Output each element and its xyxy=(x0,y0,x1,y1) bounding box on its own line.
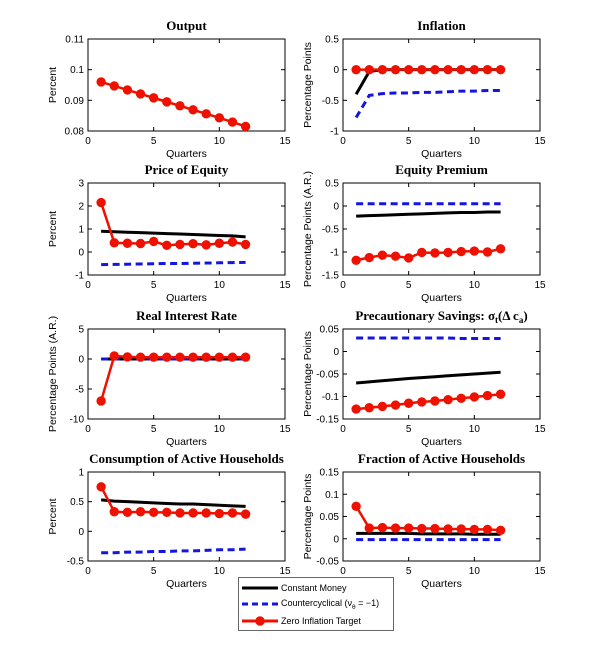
subplot-price-of-equity xyxy=(47,162,291,304)
y-tick-label: 0.15 xyxy=(319,467,339,479)
data-point-marker xyxy=(457,525,465,533)
data-point-marker xyxy=(163,98,171,106)
data-point-marker xyxy=(189,353,197,361)
data-point-marker xyxy=(418,248,426,256)
chart-title-equity-premium: Equity Premium xyxy=(395,162,488,177)
data-point-marker xyxy=(391,524,399,532)
data-point-marker xyxy=(215,239,223,247)
x-tick-label: 15 xyxy=(279,566,291,577)
data-point-marker xyxy=(110,508,118,516)
y-tick-label: 0 xyxy=(333,534,339,546)
x-tick-label: 15 xyxy=(279,280,291,291)
countercyclical-line-sample xyxy=(239,598,281,610)
data-point-marker xyxy=(483,65,491,73)
data-point-marker xyxy=(202,353,210,361)
data-point-marker xyxy=(123,353,131,361)
data-point-marker xyxy=(149,353,157,361)
chart-title-real-interest-rate: Real Interest Rate xyxy=(136,308,237,323)
data-point-marker xyxy=(123,239,131,247)
data-point-marker xyxy=(365,65,373,73)
x-tick-label: 0 xyxy=(85,424,91,435)
x-tick-label: 15 xyxy=(534,566,546,577)
axes-box xyxy=(343,39,540,131)
x-axis-label: Quarters xyxy=(166,578,207,590)
x-tick-label: 5 xyxy=(150,566,157,577)
y-tick-label: 0 xyxy=(78,526,84,538)
x-tick-label: 0 xyxy=(340,566,346,577)
y-axis-label: Percent xyxy=(47,498,59,535)
x-tick-label: 5 xyxy=(150,136,157,147)
data-point-marker xyxy=(215,509,223,517)
data-point-marker xyxy=(496,526,504,534)
data-point-marker xyxy=(457,247,465,255)
data-point-marker xyxy=(365,404,373,412)
data-point-marker xyxy=(97,198,105,206)
data-point-marker xyxy=(496,65,504,73)
y-axis-label: Percentage Points xyxy=(302,473,314,560)
data-point-marker xyxy=(176,102,184,110)
y-tick-label: 1 xyxy=(78,467,84,479)
y-tick-label: 3 xyxy=(78,178,84,190)
data-point-marker xyxy=(391,65,399,73)
x-tick-label: 15 xyxy=(534,424,546,435)
data-point-marker xyxy=(176,509,184,517)
data-point-marker xyxy=(404,399,412,407)
data-point-marker xyxy=(149,237,157,245)
x-axis-label: Quarters xyxy=(421,578,462,590)
y-tick-label: 0.05 xyxy=(319,512,339,523)
y-tick-label: 1 xyxy=(78,224,84,236)
y-axis-label: Percent xyxy=(47,210,59,248)
chart-title-price-of-equity: Price of Equity xyxy=(144,162,229,177)
legend-label-zero-inflation-target: Zero Inflation Target xyxy=(281,615,361,626)
x-tick-label: 10 xyxy=(213,566,225,577)
data-point-marker xyxy=(352,65,360,73)
y-tick-label: 0 xyxy=(333,201,339,213)
data-point-marker xyxy=(202,241,210,249)
x-tick-label: 15 xyxy=(534,136,546,147)
y-tick-label: -1 xyxy=(330,126,339,138)
data-point-marker xyxy=(228,118,236,126)
y-tick-label: 0.11 xyxy=(65,34,84,46)
data-point-marker xyxy=(378,523,386,531)
data-point-marker xyxy=(404,254,412,262)
axes-box xyxy=(343,472,540,561)
data-point-marker xyxy=(391,401,399,409)
x-axis-label: Quarters xyxy=(166,148,207,160)
x-tick-label: 10 xyxy=(468,280,480,291)
data-point-marker xyxy=(189,240,197,248)
data-point-marker xyxy=(202,110,210,118)
data-point-marker xyxy=(365,524,373,532)
y-tick-label: -5 xyxy=(75,384,84,396)
y-tick-label: -1.5 xyxy=(321,270,339,282)
x-axis-label: Quarters xyxy=(421,436,462,448)
constant-money-line-sample xyxy=(239,582,281,594)
x-tick-label: 10 xyxy=(213,136,225,147)
x-axis-label: Quarters xyxy=(421,292,462,304)
data-point-marker xyxy=(431,524,439,532)
subplot-precautionary-savings xyxy=(302,308,546,448)
x-tick-label: 0 xyxy=(340,136,346,147)
data-point-marker xyxy=(241,122,249,130)
y-tick-label: 0.09 xyxy=(64,95,84,107)
data-point-marker xyxy=(136,90,144,98)
data-point-marker xyxy=(241,510,249,518)
chart-title-inflation: Inflation xyxy=(417,18,466,33)
x-tick-label: 10 xyxy=(468,566,480,577)
axes-box xyxy=(88,183,285,275)
y-tick-label: -0.05 xyxy=(316,556,339,568)
x-axis-label: Quarters xyxy=(421,148,462,160)
axes-box xyxy=(88,472,285,561)
data-point-marker xyxy=(431,65,439,73)
x-tick-label: 15 xyxy=(279,424,291,435)
legend-label-countercyclical: Countercyclical $(\nu_\theta = -1)$ xyxy=(281,597,380,611)
x-tick-label: 5 xyxy=(405,136,412,147)
y-axis-label: Percentage Points xyxy=(302,42,314,128)
data-point-marker xyxy=(352,256,360,264)
y-tick-label: -0.15 xyxy=(316,414,339,426)
y-tick-label: 0.05 xyxy=(319,324,339,336)
x-tick-label: 10 xyxy=(468,136,480,147)
y-tick-label: 0 xyxy=(333,347,339,358)
chart-title-precautionary-savings: Precautionary Savings: $\sigma_t(\Delta$ $c_a$) xyxy=(355,308,528,325)
data-point-marker xyxy=(110,352,118,360)
data-point-marker xyxy=(228,509,236,517)
y-tick-label: 2 xyxy=(78,201,84,213)
data-point-marker xyxy=(189,509,197,517)
x-tick-label: 0 xyxy=(85,280,91,291)
data-point-marker xyxy=(149,94,157,102)
data-point-marker xyxy=(136,508,144,516)
y-tick-label: 0.1 xyxy=(70,65,84,77)
y-axis-label: Percentage Points (A.R.) xyxy=(47,315,59,433)
y-tick-label: 0.5 xyxy=(325,178,339,190)
y-tick-label: -0.5 xyxy=(66,556,84,568)
x-tick-label: 5 xyxy=(405,424,412,435)
legend xyxy=(238,577,394,631)
data-point-marker xyxy=(352,405,360,413)
x-tick-label: 0 xyxy=(340,280,346,291)
legend-item-countercyclical xyxy=(239,596,393,612)
data-point-marker xyxy=(483,525,491,533)
chart-title-output: Output xyxy=(166,18,207,33)
data-point-marker xyxy=(431,397,439,405)
x-tick-label: 5 xyxy=(150,424,157,435)
y-tick-label: -0.5 xyxy=(321,224,339,236)
x-axis-label: Quarters xyxy=(166,436,207,448)
data-point-marker xyxy=(470,65,478,73)
subplot-output xyxy=(47,18,291,160)
data-point-marker xyxy=(470,393,478,401)
data-point-marker xyxy=(378,402,386,410)
data-point-marker xyxy=(163,241,171,249)
zero-inflation-target-line-sample xyxy=(239,615,281,627)
subplot-equity-premium xyxy=(302,162,546,304)
y-tick-label: 0.1 xyxy=(325,489,339,501)
data-point-marker xyxy=(418,524,426,532)
data-point-marker xyxy=(97,78,105,86)
subplot-inflation xyxy=(302,18,546,160)
y-axis-label: Percentage Points (A.R.) xyxy=(302,170,314,288)
data-point-marker xyxy=(136,353,144,361)
x-tick-label: 15 xyxy=(534,280,546,291)
x-tick-label: 0 xyxy=(85,136,91,147)
y-tick-label: -0.1 xyxy=(321,392,339,403)
data-point-marker xyxy=(110,239,118,247)
chart-title-fraction-of-active-households: Fraction of Active Households xyxy=(357,451,526,466)
data-point-marker xyxy=(149,508,157,516)
data-point-marker xyxy=(163,353,171,361)
data-point-marker xyxy=(444,248,452,256)
data-point-marker xyxy=(352,502,360,510)
y-tick-label: -1 xyxy=(75,270,84,282)
data-point-marker xyxy=(110,82,118,90)
x-axis-label: Quarters xyxy=(166,292,207,304)
data-point-marker xyxy=(496,390,504,398)
data-point-marker xyxy=(215,114,223,122)
data-point-marker xyxy=(418,65,426,73)
data-point-marker xyxy=(97,397,105,405)
data-point-marker xyxy=(136,239,144,247)
data-point-marker xyxy=(470,247,478,255)
data-point-marker xyxy=(378,251,386,259)
data-point-marker xyxy=(470,525,478,533)
axes-box xyxy=(88,329,285,419)
series-constant-money xyxy=(356,533,500,534)
data-point-marker xyxy=(176,353,184,361)
data-point-marker xyxy=(215,353,223,361)
axes-box xyxy=(343,183,540,275)
y-tick-label: -10 xyxy=(69,414,84,426)
subplot-real-interest-rate xyxy=(47,308,291,448)
data-point-marker xyxy=(391,252,399,260)
y-tick-label: 0.5 xyxy=(325,34,339,46)
legend-item-zero-inflation-target xyxy=(239,613,393,629)
data-point-marker xyxy=(444,65,452,73)
y-tick-label: 0 xyxy=(78,354,84,366)
data-point-marker xyxy=(123,508,131,516)
x-tick-label: 0 xyxy=(340,424,346,435)
data-point-marker xyxy=(123,86,131,94)
legend-item-constant-money xyxy=(239,580,393,596)
y-tick-label: 0 xyxy=(333,65,339,77)
data-point-marker xyxy=(228,353,236,361)
data-point-marker xyxy=(418,398,426,406)
data-point-marker xyxy=(496,245,504,253)
y-tick-label: 0.5 xyxy=(70,497,84,509)
data-point-marker xyxy=(189,106,197,114)
data-point-marker xyxy=(404,65,412,73)
subplot-fraction-of-active-households xyxy=(302,451,546,590)
y-axis-label: Percentage Points xyxy=(302,331,314,417)
data-point-marker xyxy=(202,509,210,517)
data-point-marker xyxy=(457,65,465,73)
data-point-marker xyxy=(457,394,465,402)
x-tick-label: 5 xyxy=(405,280,412,291)
data-point-marker xyxy=(483,391,491,399)
y-tick-label: 0.08 xyxy=(64,126,84,138)
legend-label-constant-money: Constant Money xyxy=(281,582,347,593)
chart-title-consumption-of-active-households: Consumption of Active Households xyxy=(89,451,284,466)
x-tick-label: 0 xyxy=(85,566,91,577)
data-point-marker xyxy=(444,525,452,533)
y-tick-label: -0.05 xyxy=(316,369,339,381)
x-tick-label: 5 xyxy=(405,566,412,577)
subplot-consumption-of-active-households xyxy=(47,451,291,590)
data-point-marker xyxy=(444,395,452,403)
x-tick-label: 5 xyxy=(150,280,157,291)
y-axis-label: Percent xyxy=(47,66,59,104)
data-point-marker xyxy=(97,483,105,491)
data-point-marker xyxy=(378,65,386,73)
data-point-marker xyxy=(241,353,249,361)
data-point-marker xyxy=(176,240,184,248)
y-tick-label: 5 xyxy=(78,324,84,336)
data-point-marker xyxy=(228,238,236,246)
data-point-marker xyxy=(431,249,439,257)
data-point-marker xyxy=(483,248,491,256)
y-tick-label: -1 xyxy=(330,247,339,259)
x-tick-label: 10 xyxy=(468,424,480,435)
y-tick-label: 0 xyxy=(78,247,84,259)
y-tick-label: -0.5 xyxy=(321,95,339,107)
data-point-marker xyxy=(241,240,249,248)
data-point-marker xyxy=(163,508,171,516)
x-tick-label: 15 xyxy=(279,136,291,147)
x-tick-label: 10 xyxy=(213,280,225,291)
x-tick-label: 10 xyxy=(213,424,225,435)
data-point-marker xyxy=(404,524,412,532)
data-point-marker xyxy=(365,253,373,261)
